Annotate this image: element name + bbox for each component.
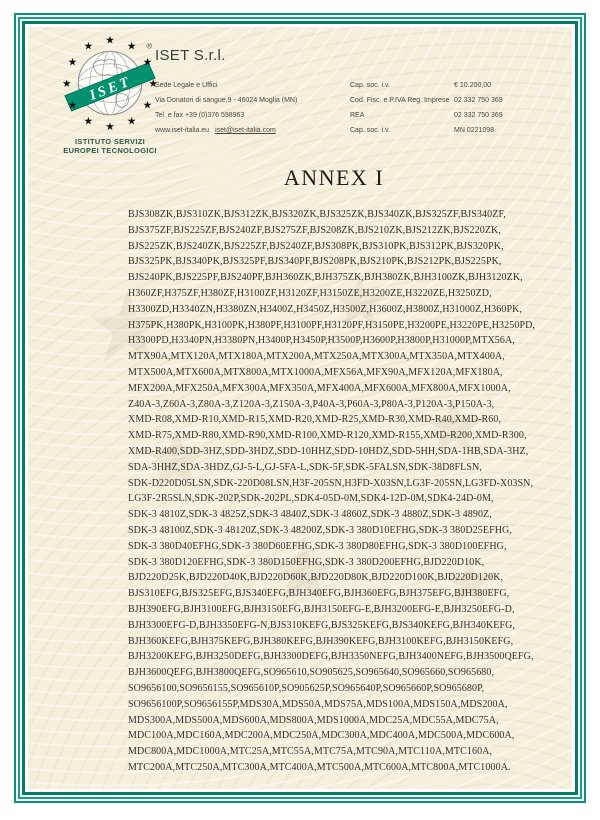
code-line: BJH390EFG,BJH3100EFG,BJH3150EFG,BJH3150EFG-E,BJH3200EFG-E,BJH3250EFG-D, (128, 603, 515, 615)
registry-value: MN 0221098 (454, 127, 495, 134)
watermark-star-icon: ★ (438, 543, 501, 621)
registry-value: 02 332 750 369 (454, 97, 503, 104)
code-line: H375PK,H380PK,H3100PK,H380PF,H3100PF,H3120PF,H3150PE,H3200PE,H3220PE,H3250PD, (128, 319, 536, 331)
svg-text:★: ★ (142, 56, 153, 69)
code-line: BJS225ZK,BJS240ZK,BJS225ZF,BJS240ZF,BJS308PK,BJS310PK,BJS312PK,BJS320PK, (128, 240, 504, 252)
product-code-list (128, 207, 540, 776)
registry-label: Cod. Fisc. e P.IVA Reg. Imprese (350, 97, 450, 104)
registry-value: 02 332 750 369 (454, 112, 503, 119)
code-line: MDC100A,MDC160A,MDC200A,MDC250A,MDC300A,MDC400A,MDC500A,MDC600A, (128, 730, 515, 742)
svg-text:ISET: ISET (87, 73, 134, 104)
watermark-star-icon: ★ (418, 382, 490, 471)
page-frame-middle (18, 17, 582, 799)
code-line: Z40A-3,Z60A-3,Z80A-3,Z120A-3,Z150A-3,P40A-3,P60A-3,P80A-3,P120A-3,P150A-3, (128, 398, 495, 410)
company-website: www.iset-italia.eu (155, 127, 210, 134)
svg-text:★: ★ (83, 40, 94, 53)
watermark-star-icon: ★ (263, 522, 344, 622)
code-line: SDA-3HHZ,SDA-3HDZ,GJ-5-L,GJ-5FA-L,SDK-5F,SDK-5FALSN,SDK-38D8FLSN, (128, 461, 482, 473)
annex-content (128, 165, 540, 776)
code-line: XMD-R08,XMD-R10,XMD-R15,XMD-R20,XMD-R25,XMD-R30,XMD-R40,XMD-R60, (128, 414, 502, 426)
registry-row (350, 108, 503, 123)
svg-text:★: ★ (67, 56, 78, 69)
code-line: BJS308ZK,BJS310ZK,BJS312ZK,BJS320ZK,BJS325ZK,BJS340ZK,BJS325ZF,BJS340ZF, (128, 209, 506, 220)
watermark-star-icon: ★ (83, 271, 173, 383)
svg-text:★: ★ (105, 35, 115, 47)
code-line: MDC800A,MDC1000A,MTC25A,MTC55A,MTC75A,MTC90A,MTC110A,MTC160A, (128, 746, 493, 758)
registry-label: Cap. soc. i.v. (350, 82, 390, 89)
company-registry-block (350, 78, 503, 138)
watermark-star-icon: ★ (328, 263, 391, 341)
svg-text:★: ★ (142, 99, 153, 112)
code-line: MDS300A,MDS500A,MDS600A,MDS800A,MDS1000A,MDC25A,MDC55A,MDC75A, (128, 714, 499, 726)
code-line: SO9656100P,SO9656155P,MDS30A,MDS50A,MDS75A,MDS100A,MDS150A,MDS200A, (128, 698, 508, 710)
code-line: SDK-3 4810Z,SDK-3 4825Z,SDK-3 4840Z,SDK-3 4860Z,SDK-3 4880Z,SDK-3 4890Z, (128, 509, 492, 521)
document-page (28, 27, 572, 789)
code-line: H360ZF,H375ZF,H380ZF,H3100ZF,H3120ZF,H3150ZE,H3200ZE,H3220ZE,H3250ZD, (128, 287, 492, 299)
code-line: BJH3600QEFG,BJH3800QEFG,SO965610,SO905625,SO965640,SO965660,SO965680, (128, 667, 495, 679)
code-line: BJD220D25K,BJD220D40K,BJD220D60K,BJD220D80K,BJD220D100K,BJD220D120K, (128, 572, 504, 584)
company-web-email (155, 123, 297, 138)
office-label: Sede Legale e Uffici (155, 82, 218, 89)
logo-institute-label (40, 137, 180, 156)
code-line: BJH3300EFG-D,BJH3350EFG-N,BJS310KEFG,BJS325KEFG,BJS340KEFG,BJH340KEFG, (128, 619, 516, 631)
code-line: XMD-R75,XMD-R80,XMD-R90,XMD-R100,XMD-R120,XMD-R155,XMD-R200,XMD-R300, (128, 430, 527, 442)
code-line: BJS325PK,BJS340PK,BJS325PF,BJS340PF,BJS208PK,BJS210PK,BJS212PK,BJS225PK, (128, 256, 502, 268)
registry-label: Cap. soc. i.v. (350, 127, 390, 134)
registry-value: € 10.200,00 (454, 82, 491, 89)
registry-row (350, 78, 503, 93)
registered-mark-icon: ® (146, 41, 153, 51)
svg-text:★: ★ (67, 99, 78, 112)
svg-text:★: ★ (61, 77, 72, 90)
institute-line2: EUROPEI TECNOLOGICI (63, 146, 157, 156)
watermark-star-icon: ★ (138, 412, 215, 507)
code-line: MFX200A,MFX250A,MFX300A,MFX350A,MFX400A,MFX600A,MFX800A,MFX1000A, (128, 382, 511, 394)
registry-label: REA (350, 112, 365, 119)
iset-globe-logo-icon (56, 35, 164, 135)
code-line: LG3F-2R5SLN,SDK-202P,SDK-202PL,SDK4-05D-0M,SDK4-12D-0M,SDK4-24D-0M, (128, 493, 494, 505)
company-contact-block (155, 78, 297, 138)
registry-row (350, 123, 503, 138)
code-line: BJS310EFG,BJS325EFG,BJS340EFG,BJH340EFG,BJH360EFG,BJH375EFG,BJH380EFG, (128, 588, 510, 600)
company-phone: Tel. e fax +39 (0)376 598963 (155, 112, 245, 119)
company-email-link[interactable]: iset@iset-italia.com (215, 127, 276, 134)
svg-text:★: ★ (126, 115, 137, 128)
code-line: SDK-3 48100Z,SDK-3 48120Z,SDK-3 48200Z,SDK-3 380D10EFHG,SDK-3 380D25EFHG, (128, 524, 512, 536)
code-line: SO9656100,SO9656155,SO965610P,SO905625P,SO965640P,SO965660P,SO965680P, (128, 682, 485, 694)
code-line: BJH360KEFG,BJH375KEFG,BJH380KEFG,BJH390KEFG,BJH3100KEFG,BJH3150KEFG, (128, 635, 514, 647)
svg-text:★: ★ (105, 121, 115, 134)
institute-line1: ISTITUTO SERVIZI (75, 137, 145, 146)
annex-title: ANNEX I (283, 165, 385, 190)
code-line: MTX90A,MTX120A,MTX180A,MTX200A,MTX250A,MTX300A,MTX350A,MTX400A, (128, 351, 505, 363)
code-line: SDK-D220D05LSN,SDK-220D08LSN,H3F-205SN,H3FD-X03SN,LG3F-205SN,LG3FD-X03SN, (128, 477, 534, 489)
code-line: MTC200A,MTC250A,MTC300A,MTC400A,MTC500A,MTC600A,MTC800A,MTC1000A. (128, 761, 511, 773)
code-line: MTX500A,MTX600A,MTX800A,MTX1000A,MFX56A,MFX90A,MFX120A,MFX180A, (128, 366, 503, 378)
company-address: Via Donatori di sangue,9 - 46024 Moglia (MN) (155, 97, 298, 104)
code-line: H3300ZD,H3340ZN,H3380ZN,H3400Z,H3450Z,H3500Z,H3600Z,H3800Z,H31000Z,H360PK, (128, 303, 523, 315)
code-line: XMD-R400,SDD-3HZ,SDD-3HDZ,SDD-10HHZ,SDD-10HDZ,SDD-5HH,SDA-1HB,SDA-3HZ, (128, 445, 529, 457)
code-line: BJS240PK,BJS225PF,BJS240PF,BJH360ZK,BJH375ZK,BJH380ZK,BJH3100ZK,BJH3120ZK, (128, 272, 523, 284)
code-line: BJH3200KEFG,BJH3250DEFG,BJH3300DEFG,BJH3350NEFG,BJH3400NEFG,BJH3500QEFG, (128, 651, 534, 663)
svg-text:★: ★ (148, 77, 159, 90)
code-line: SDK-3 380D120EFHG,SDK-3 380D150EFHG,SDK-3 380D200EFHG,BJD220D10K, (128, 556, 485, 568)
company-name: ISET S.r.l. (155, 47, 226, 64)
svg-text:★: ★ (83, 115, 94, 128)
page-frame-inner (22, 21, 578, 795)
code-line: SDK-3 380D40EFHG,SDK-3 380D60EFHG,SDK-3 380D80EFHG,SDK-3 380D100EFHG, (128, 540, 507, 552)
code-line: BJS375ZF,BJS225ZF,BJS240ZF,BJS275ZF,BJS208ZK,BJS210ZK,BJS212ZK,BJS220ZK, (128, 224, 501, 236)
page-frame-outer (14, 13, 586, 803)
svg-text:★: ★ (126, 40, 137, 53)
registry-row (350, 93, 503, 108)
code-line: H3300PD,H3340PN,H3380PN,H3400P,H3450P,H3500P,H3600P,H3800P,H31000P,MTX56A, (128, 335, 515, 347)
